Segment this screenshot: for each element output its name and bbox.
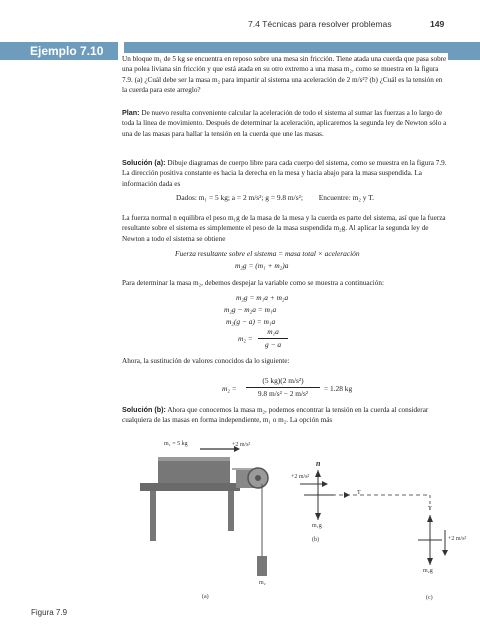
table-leg-right: [228, 491, 234, 531]
equation-5-denominator: g − a: [264, 340, 282, 349]
equation-3: m₂g − m₂a = m₁a: [224, 305, 277, 314]
label-accel-b: +2 m/s²: [291, 474, 310, 480]
label-m2: m₂: [259, 580, 266, 586]
page-number: 149: [430, 19, 445, 29]
substitution-denominator: 9.8 m/s² − 2 m/s²: [257, 389, 309, 398]
plan-text: De nuevo resulta conveniente calcular la aceleración de todo el sistema al sumar las fuerzas a lo largo de toda la línea de movimiento. Después de determinar la aceleración, aplicaremos la segunda ley de Newton sólo a una de las masas para hallar la tensión en la cuerda que une las masas.: [122, 109, 447, 138]
solution-a-text1: Dibuje diagramas de cuerpo libre para cada cuerpo del sistema, como se muestra en la figura 7.9. La dirección positiva constante es hacia la derecha en la mesa y hacia abajo para la masa suspendida. La información dada es: [122, 159, 447, 188]
label-panel-a: (a): [202, 594, 209, 600]
plan-title: Plan:: [122, 108, 140, 117]
solution-a-title: Solución (a):: [122, 158, 166, 167]
paragraph-text2: La fuerza normal n equilibra el peso m₁g de la masa de la mesa y la cuerda es parte del sistema, así que la fuerza resultante sobre el sistema es simplemente el peso de la masa suspendida m₂g. Al aplicar la segunda ley de Newton a todo el sistema se obtiene: [122, 214, 446, 243]
panel-c-drawing: [395, 495, 448, 565]
block-m2: [257, 556, 267, 576]
law-line: Fuerza resultante sobre el sistema = masa total × aceleración: [175, 249, 360, 258]
substitution-numerator: (5 kg)(2 m/s²): [262, 376, 304, 385]
solution-b-title: Solución (b):: [122, 405, 166, 414]
paragraph-text3: Para determinar la masa m₂, debemos despejar la variable como se muestra a continuación:: [122, 279, 384, 287]
statement-text: Un bloque m₁ de 5 kg se encuentra en reposo sobre una mesa sin fricción. Tiene atada una cuerda que pasa sobre una polea liviana sin fricción y que está atada en su otro extremo a una masa m₂, como se muestra en la figura 7.9. (a) ¿Cuál debe ser la masa m₂ para impartir al sistema una aceleración de 2 m/s²? (b) ¿Cuál es la tensión en la cuerda para este arreglo?: [122, 55, 447, 95]
label-accel-c: +2 m/s²: [448, 536, 467, 542]
label-n: n: [316, 459, 321, 468]
solution-b-text: Ahora que conocemos la masa m₂, podemos encontrar la tensión en la cuerda al considerar cualquiera de las masas en forma independiente, m₁ o m₂. La opción más: [122, 406, 429, 425]
equation-4: m₂(g − a) = m₁a: [226, 317, 276, 326]
example-label: Ejemplo 7.10: [30, 44, 104, 58]
equation-5-numerator: m₁a: [267, 327, 279, 336]
equation-2: m₂g = m₁a + m₂a: [236, 293, 289, 302]
panel-a-drawing: [140, 446, 268, 576]
label-T-b: T: [357, 490, 361, 496]
label-T-c: T: [428, 506, 432, 512]
label-panel-b: (b): [312, 537, 319, 543]
paragraph-text4: Ahora, la sustitución de valores conocidos da lo siguiente:: [122, 357, 290, 365]
table-leg-left: [150, 491, 156, 541]
equation-5-lhs: m₂ =: [238, 334, 253, 343]
table-top: [140, 483, 240, 491]
givens: Dados: m₁ = 5 kg; a = 2 m/s²; g = 9.8 m/s²;: [176, 193, 303, 202]
panel-b-drawing: [300, 470, 395, 520]
label-m1g: m₁g: [312, 523, 322, 529]
label-panel-c: (c): [426, 595, 433, 601]
section-title: 7.4 Técnicas para resolver problemas: [248, 19, 392, 29]
figure-caption: Figura 7.9: [31, 608, 68, 617]
equation-1: m₂g = (m₁ + m₂)a: [235, 261, 289, 270]
label-accel-a: +2 m/s²: [232, 442, 251, 448]
label-m2g: m₂g: [423, 568, 433, 574]
substitution-lhs: m₂ =: [222, 384, 237, 393]
find: Encuentre: m₂ y T.: [318, 193, 375, 202]
substitution-result: = 1.28 kg: [324, 384, 353, 393]
label-m1: m₁ = 5 kg: [164, 441, 188, 447]
